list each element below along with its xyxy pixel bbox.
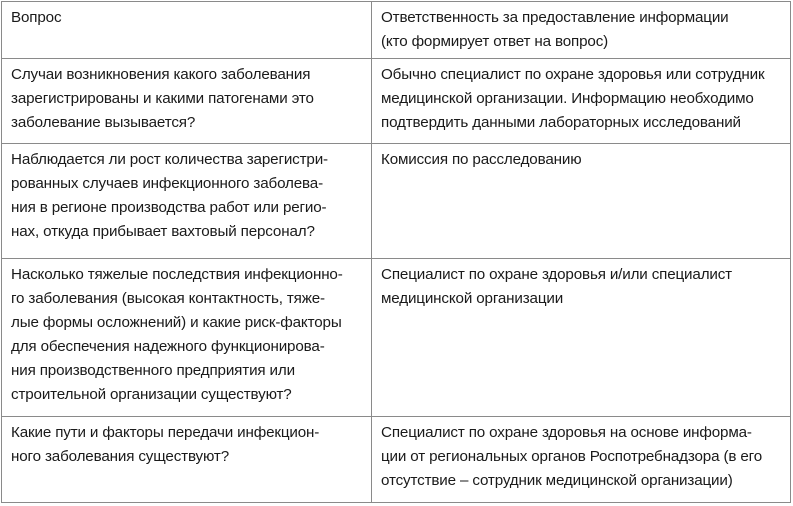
- responsibility-cell: Комиссия по расследованию: [372, 144, 791, 259]
- responsibility-cell: Специалист по охране здоровья и/или специалист медицинской организации: [372, 259, 791, 417]
- responsibility-cell: Специалист по охране здоровья на основе информа- ции от региональных органов Роспотребнадзора (в его отсутствие – сотрудник медицинской организации): [372, 417, 791, 503]
- header-question-cell: Вопрос: [2, 2, 372, 59]
- responsibility-table: [1, 1, 791, 503]
- table-row: [2, 417, 791, 503]
- question-cell: Наблюдается ли рост количества зарегистри- рованных случаев инфекционного заболева- ния в регионе производства работ или регио- нах, откуда прибывает вахтовый персонал?: [2, 144, 372, 259]
- table-row: [2, 59, 791, 144]
- responsibility-cell: Обычно специалист по охране здоровья или сотрудник медицинской организации. Информацию необходимо подтвердить данными лабораторных исследований: [372, 59, 791, 144]
- table-row: [2, 144, 791, 259]
- table-header-row: [2, 2, 791, 59]
- question-cell: Случаи возникновения какого заболевания зарегистрированы и какими патогенами это заболевание вызывается?: [2, 59, 372, 144]
- table-row: [2, 259, 791, 417]
- header-responsibility-cell: Ответственность за предоставление информации (кто формирует ответ на вопрос): [372, 2, 791, 59]
- question-cell: Насколько тяжелые последствия инфекционно- го заболевания (высокая контактность, тяже- лые формы осложнений) и какие риск-факторы для обеспечения надежного функционирова- ния производственного предприятия или строительной организации существуют?: [2, 259, 372, 417]
- question-cell: Какие пути и факторы передачи инфекцион- ного заболевания существуют?: [2, 417, 372, 503]
